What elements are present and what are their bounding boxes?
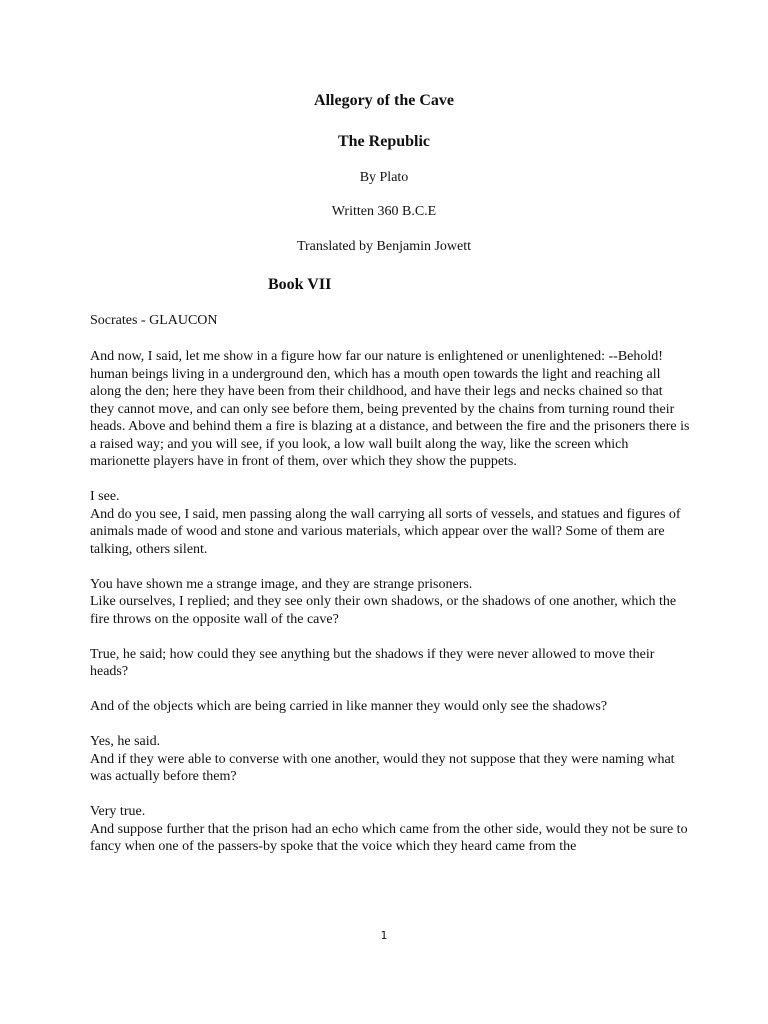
page-number: 1 [380, 929, 388, 942]
paragraph: True, he said; how could they see anything but the shadows if they were never allowed to move their heads? [90, 646, 655, 679]
paragraph: Very true. And suppose further that the prison had an echo which came from the other side, would they not be sure to fancy when one of the passers-by spoke that the voice which they heard came from the [90, 804, 688, 854]
translator-line: Translated by Benjamin Jowett [296, 239, 472, 254]
document-subtitle: The Republic [337, 133, 430, 150]
speakers-line: Socrates - GLAUCON [90, 313, 218, 328]
body-text [90, 348, 690, 873]
paragraph: You have shown me a strange image, and they are strange prisoners. Like ourselves, I replied; and they see only their own shadows, or the shadows of one another, which the fire throws on the opposite wall of the cave? [90, 576, 677, 627]
date-line: Written 360 B.C.E [331, 204, 437, 219]
paragraph: And now, I said, let me show in a figure how far our nature is enlightened or unenlightened: --Behold! human beings living in a underground den, which has a mouth open towards the light and reaching all along the den; here they have been from their childhood, and have their legs and necks chained so that they cannot move, and can only see before them, being prevented by the chains from turning round their heads. Above and behind them a fire is blazing at a distance, and between the fire and the prisoners there is a raised way; and you will see, if you look, a low wall built along the way, like the screen which marionette players have in front of them, over which they show the puppets. [90, 349, 690, 469]
paragraph: I see. And do you see, I said, men passing along the wall carrying all sorts of vessels, and statues and figures of animals made of wood and stone and various materials, which appear over the wall? Some of them are talking, others silent. [90, 489, 681, 557]
author-line: By Plato [359, 170, 409, 185]
paragraph: Yes, he said. And if they were able to converse with one another, would they not suppose that they were naming what was actually before them? [90, 734, 675, 784]
paragraph: And of the objects which are being carried in like manner they would only see the shadows? [90, 699, 608, 714]
book-heading: Book VII [268, 276, 332, 293]
document-title: Allegory of the Cave [314, 92, 454, 109]
